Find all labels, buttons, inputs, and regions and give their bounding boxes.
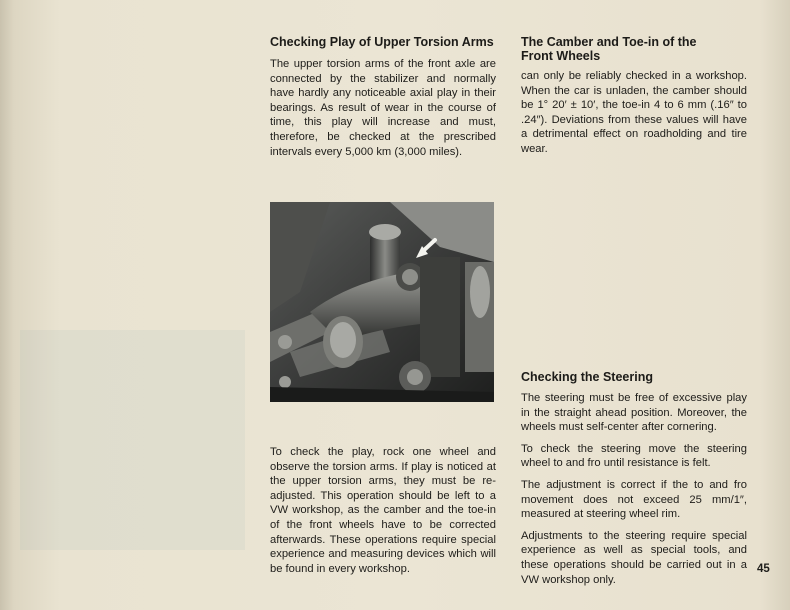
torsion-arm-photo-illustration <box>270 202 494 402</box>
steering-paragraph-3: The adjustment is correct if the to and fro movement does not exceed 25 mm/1″, measured at steering wheel rim. <box>521 478 747 521</box>
torsion-arms-heading: Checking Play of Upper Torsion Arms <box>270 35 494 49</box>
bleed-through-image <box>20 330 245 550</box>
steering-paragraph-2: To check the steering move the steering wheel to and fro until resistance is felt. <box>521 442 747 470</box>
torsion-arms-section <box>270 35 496 166</box>
torsion-arm-photo <box>270 202 494 402</box>
check-play-section <box>270 445 496 583</box>
torsion-arms-paragraph: The upper torsion arms of the front axle are connected by the stabilizer and normally have hardly any noticeable axial play in their bearings. As result of wear in the course of time, this play will increase and must, therefore, be checked at the prescribed intervals every 5,000 km (3,000 miles). <box>270 58 496 158</box>
camber-section <box>521 35 747 164</box>
page-number: 45 <box>757 563 770 575</box>
check-play-paragraph: To check the play, rock one wheel and observe the torsion arms. If play is noticed at the upper torsion arms, they must be re-adjusted. This operation should be left to a VW workshop, as the camber and the toe-in of the front wheels have to be corrected afterwards. These operations require special experience and measuring devices which will be found in every workshop. <box>270 446 496 575</box>
steering-heading: Checking the Steering <box>521 370 653 384</box>
camber-heading-line2: Front Wheels <box>521 49 601 63</box>
camber-heading-line1: The Camber and Toe-in of the <box>521 35 697 49</box>
camber-heading <box>521 35 747 63</box>
steering-section <box>521 370 747 594</box>
camber-paragraph: can only be reliably checked in a workshop. When the car is unladen, the camber should be 1° 20′ ± 10′, the toe-in 4 to 6 mm (.16″ to .24″). Deviations from these values will have a detrimental effect on roadholding and tire wear. <box>521 70 747 155</box>
steering-paragraph-4: Adjustments to the steering require special experience as well as special tools, and these operations should be carried out in a VW workshop only. <box>521 529 747 586</box>
steering-paragraph-1: The steering must be free of excessive play in the straight ahead position. Moreover, the wheels must self-center after cornering. <box>521 392 747 434</box>
